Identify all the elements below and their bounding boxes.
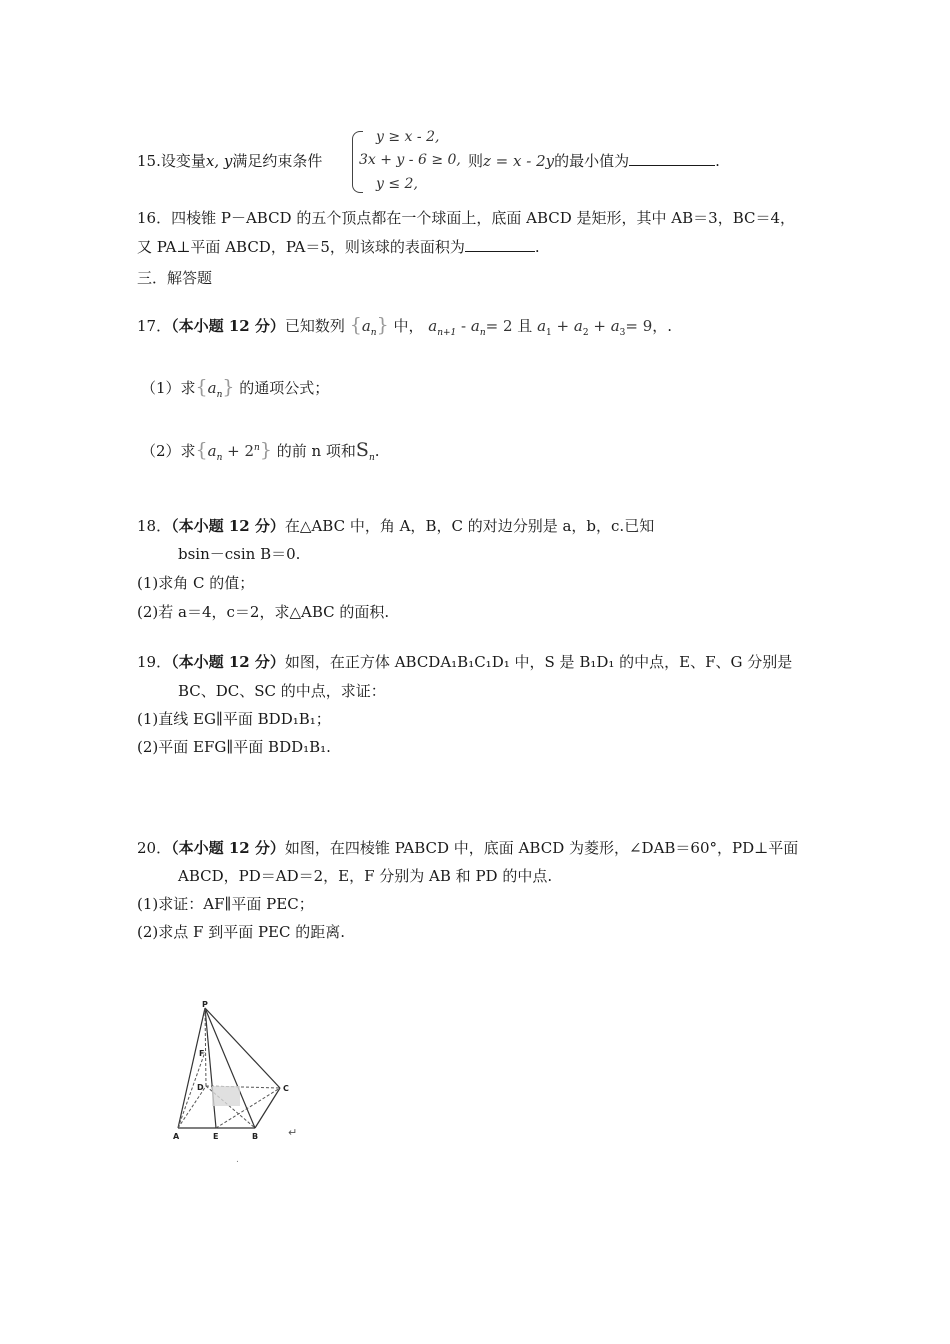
q17-part2: （2）求$\{a_n + 2^n\}$ 的前 n 项和$S_n$.	[141, 439, 380, 463]
label-B: B	[252, 1132, 259, 1141]
q20-part2: (2)求点 F 到平面 PEC 的距离.	[137, 923, 346, 941]
edge-PC	[205, 1008, 280, 1088]
q19-line2: BC、DC、SC 的中点，求证：	[178, 682, 386, 700]
q19-part1: (1)直线 EG∥平面 BDD₁B₁；	[137, 710, 331, 728]
dot-mark: .	[236, 1155, 239, 1165]
pyramid-figure	[170, 1000, 310, 1165]
label-E: E	[213, 1132, 219, 1141]
section-heading: 三．解答题	[137, 269, 213, 287]
q19-line1: 19．（本小题 12 分）如图，在正方体 ABCDA₁B₁C₁D₁ 中，S 是 B₁D₁ 的中点，E、F、G 分别是	[137, 653, 793, 671]
edge-BC	[255, 1088, 280, 1128]
q15-objective: 则z = x - 2y的最小值为 .	[468, 152, 720, 170]
return-mark: ↵	[288, 1126, 298, 1139]
q15-line: 15.设变量x, y满足约束条件	[137, 152, 323, 170]
q17-part1: （1）求$\{a_n\}$ 的通项公式；	[141, 376, 330, 400]
q17-line: 17．（本小题 12 分）已知数列 $\{a_n\}$ 中， $a_{n+1} - a_n= 2$ 且 $a_1 + a_2 + a_3= 9$，.	[137, 314, 673, 338]
q18-line2: bsin－csin B＝0.	[178, 545, 301, 563]
q19-part2: (2)平面 EFG∥平面 BDD₁B₁.	[137, 738, 331, 756]
answer-blank	[465, 237, 535, 252]
q20-line1: 20．（本小题 12 分）如图，在四棱锥 PABCD 中，底面 ABCD 为菱形，∠DAB＝60°，PD⊥平面	[137, 839, 799, 857]
answer-blank	[629, 151, 715, 166]
label-P: P	[202, 1000, 208, 1009]
constraint-3: y ≤ 2,	[376, 176, 418, 192]
edge-PA	[178, 1008, 205, 1128]
q20-line2: ABCD，PD＝AD＝2，E，F 分别为 AB 和 PD 的中点.	[178, 867, 553, 885]
constraint-1: y ≥ x - 2,	[376, 129, 440, 145]
constraint-2: 3x + y - 6 ≥ 0,	[359, 152, 461, 168]
q20-part1: (1)求证：AF∥平面 PEC；	[137, 895, 314, 913]
label-A: A	[173, 1132, 180, 1141]
label-C: C	[283, 1084, 289, 1093]
edge-PE	[205, 1008, 216, 1128]
q16-line2: 又 PA⊥平面 ABCD，PA＝5，则该球的表面积为 .	[137, 238, 540, 256]
q18-part1: (1)求角 C 的值；	[137, 574, 255, 592]
q18-part2: (2)若 a＝4，c＝2，求△ABC 的面积.	[137, 603, 390, 621]
q16-line1: 16．四棱锥 P－ABCD 的五个顶点都在一个球面上，底面 ABCD 是矩形，其中 AB＝3，BC＝4，	[137, 209, 796, 227]
blur-patch	[212, 1086, 240, 1106]
q18-line1: 18．（本小题 12 分）在△ABC 中，角 A，B，C 的对边分别是 a，b，c.已知	[137, 517, 655, 535]
label-D: D	[197, 1083, 204, 1092]
label-F: F	[199, 1049, 205, 1058]
edge-PB	[205, 1008, 255, 1128]
